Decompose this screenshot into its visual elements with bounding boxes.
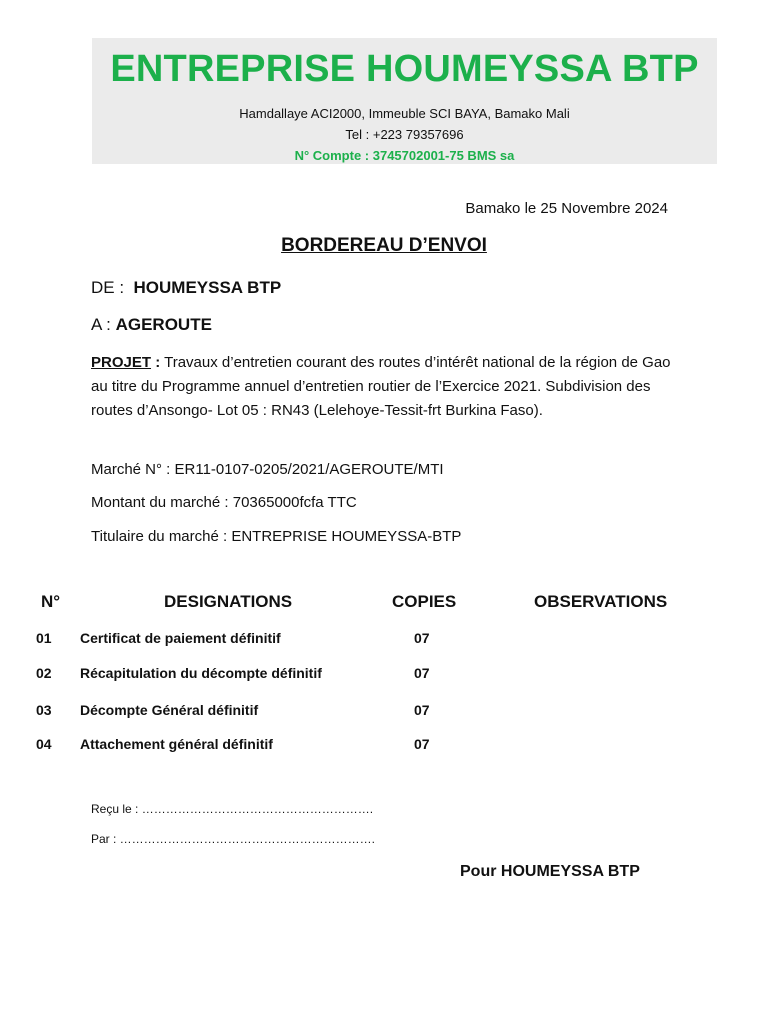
- table-row: [0, 736, 768, 758]
- row-number: 03: [36, 702, 52, 718]
- to-line: [91, 315, 212, 335]
- row-copies: 07: [414, 665, 430, 681]
- row-designation: Décompte Général définitif: [80, 702, 259, 718]
- table-row: [0, 665, 768, 687]
- document-title-text: BORDEREAU D’ENVOI: [281, 235, 487, 256]
- column-header-copies: COPIES: [392, 592, 457, 611]
- company-name: ENTREPRISE HOUMEYSSA BTP: [110, 48, 699, 90]
- row-number: 04: [36, 736, 52, 752]
- marche-number: Marché N° : ER11-0107-0205/2021/AGEROUTE/MTI: [91, 461, 444, 478]
- row-copies: 07: [414, 702, 430, 718]
- to-label: A :: [91, 315, 111, 334]
- column-header-designations: DESIGNATIONS: [164, 592, 293, 611]
- table-row: [0, 630, 768, 652]
- row-copies: 07: [414, 630, 430, 646]
- marche-holder: Titulaire du marché : ENTREPRISE HOUMEYSSA-BTP: [91, 528, 462, 545]
- from-line: [91, 278, 281, 298]
- letterhead: [92, 38, 717, 164]
- company-account: N° Compte : 3745702001-75 BMS sa: [294, 148, 515, 163]
- from-value: HOUMEYSSA BTP: [133, 278, 282, 297]
- company-phone: Tel : +223 79357696: [345, 127, 464, 142]
- received-date-line: Reçu le : ………………………………………………….: [91, 802, 374, 816]
- signature-block: Pour HOUMEYSSA BTP: [460, 863, 640, 880]
- project-text: Travaux d’entretien courant des routes d’intérêt national de la région de Gao au titre du Programme annuel d’entretien routier de l’Exercice 2021. Subdivision des routes d’Ansongo- Lot 05 : RN43 (Lelehoye-Tessit-frt Burkina Faso).: [91, 354, 671, 419]
- project-paragraph: [91, 351, 676, 423]
- table-row: [0, 702, 768, 724]
- received-by-line: Par : ……………………………………………………….: [91, 832, 376, 846]
- row-designation: Certificat de paiement définitif: [80, 630, 281, 646]
- document-date: Bamako le 25 Novembre 2024: [465, 200, 668, 217]
- column-header-num: N°: [41, 592, 61, 611]
- marche-amount: Montant du marché : 70365000fcfa TTC: [91, 494, 357, 511]
- to-value: AGEROUTE: [115, 315, 212, 334]
- project-colon: :: [155, 354, 161, 371]
- project-label: PROJET: [91, 354, 152, 371]
- row-number: 01: [36, 630, 52, 646]
- document-title: [0, 235, 768, 257]
- column-header-observations: OBSERVATIONS: [534, 592, 668, 611]
- row-copies: 07: [414, 736, 430, 752]
- row-designation: Récapitulation du décompte définitif: [80, 665, 322, 681]
- from-label: DE :: [91, 278, 125, 297]
- row-number: 02: [36, 665, 52, 681]
- company-address: Hamdallaye ACI2000, Immeuble SCI BAYA, Bamako Mali: [239, 106, 570, 121]
- row-designation: Attachement général définitif: [80, 736, 273, 752]
